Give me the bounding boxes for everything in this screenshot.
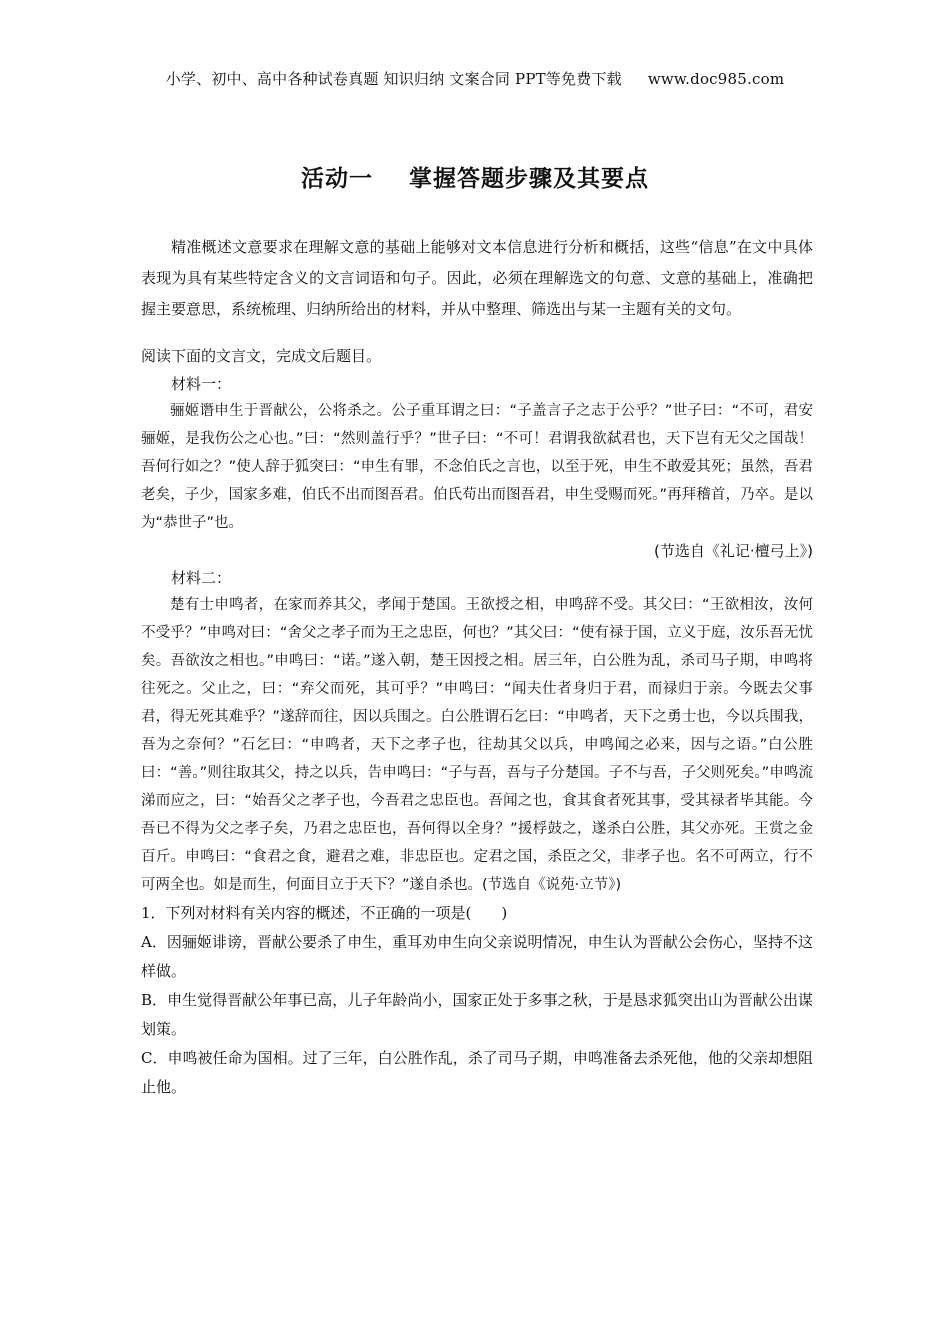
- material1-text: 骊姬谮申生于晋献公，公将杀之。公子重耳谓之曰：“子盖言子之志于公乎？”世子曰：“不可，君安骊姬，是我伤公之心也。”曰：“然则盖行乎？”世子曰：“不可！君谓我欲弑君也，天下岂有无父之国哉！吾何行如之？”使人辞于狐突曰：“申生有罪，不念伯氏之言也，以至于死，申生不敢爱其死；虽然，吾君老矣，子少，国家多难，伯氏不出而图吾君。伯氏苟出而图吾君，申生受赐而死。”再拜稽首，乃卒。是以为“恭世子”也。: [141, 403, 813, 531]
- intro-section: [141, 232, 813, 325]
- header-site-url[interactable]: www.doc985.com: [647, 70, 785, 88]
- header-text: 小学、初中、高中各种试卷真题 知识归纳 文案合同 PPT等免费下载: [165, 70, 622, 88]
- question-1-options: [141, 928, 813, 1102]
- page-title: 活动一 掌握答题步骤及其要点: [300, 165, 650, 192]
- question-1-option-b: B．申生觉得晋献公年事已高，儿子年龄尚小，国家正处于多事之秋，于是恳求狐突出山为晋献公出谋划策。: [141, 991, 813, 1038]
- question-1-option-a: A．因骊姬诽谤，晋献公要杀了申生，重耳劝申生向父亲说明情况，申生认为晋献公会伤心，坚持不这样做。: [141, 933, 813, 980]
- question-1-option-c: C．申鸣被任命为国相。过了三年，白公胜作乱，杀了司马子期，申鸣准备去杀死他，他的父亲却想阻止他。: [141, 1049, 813, 1096]
- material2-passage: [141, 591, 813, 899]
- question-1-stem: 1．下列对材料有关内容的概述，不正确的一项是( ): [141, 904, 508, 922]
- reading-instruction: 阅读下面的文言文，完成文后题目。: [141, 347, 382, 365]
- material2-text: 楚有士申鸣者，在家而养其父，孝闻于楚国。王欲授之相，申鸣辞不受。其父曰：“王欲相汝，汝何不受乎？”申鸣对曰：“舍父之孝子而为王之忠臣，何也？”其父曰：“使有禄于国，立义于庭，汝乐吾无忧矣。吾欲汝之相也。”申鸣曰：“诺。”遂入朝，楚王因授之相。居三年，白公胜为乱，杀司马子期，申鸣将往死之。父止之，曰：“弃父而死，其可乎？”申鸣曰：“闻夫仕者身归于君，而禄归于亲。今既去父事君，得无死其难乎？”遂辞而往，因以兵围之。白公胜谓石乞曰：“申鸣者，天下之勇士也，今以兵围我，吾为之奈何？”石乞曰：“申鸣者，天下之孝子也，往劫其父以兵，申鸣闻之必来，因与之语。”白公胜曰：“善。”则往取其父，持之以兵，告申鸣曰：“子与吾，吾与子分楚国。子不与吾，子父则死矣。”申鸣流涕而应之，曰：“始吾父之孝子也，今吾君之忠臣也。吾闻之也，食其食者死其事，受其禄者毕其能。今吾已不得为父之孝子矣，乃君之忠臣也，吾何得以全身？”援桴鼓之，遂杀白公胜，其父亦死。王赏之金百斤。申鸣曰：“食君之食，避君之难，非忠臣也。定君之国，杀臣之父，非孝子也。名不可两立，行不可两全也。如是而生，何面目立于天下？”遂自杀也。(节选自《说苑·立节》): [141, 597, 813, 893]
- intro-paragraph: 精准概述文意要求在理解文意的基础上能够对文本信息进行分析和概括，这些“信息”在文中具体表现为具有某些特定含义的文言词语和句子。因此，必须在理解选文的句意、文意的基础上，准确把握主要意思，系统梳理、归纳所给出的材料，并从中整理、筛选出与某一主题有关的文句。: [141, 238, 813, 318]
- page-header: [0, 68, 950, 89]
- material1-passage: [141, 397, 813, 537]
- material1-source: (节选自《礼记·檀弓上》): [654, 542, 813, 560]
- document-body: [141, 232, 813, 1102]
- material2-label: 材料二：: [171, 569, 232, 587]
- material1-label: 材料一：: [171, 375, 232, 393]
